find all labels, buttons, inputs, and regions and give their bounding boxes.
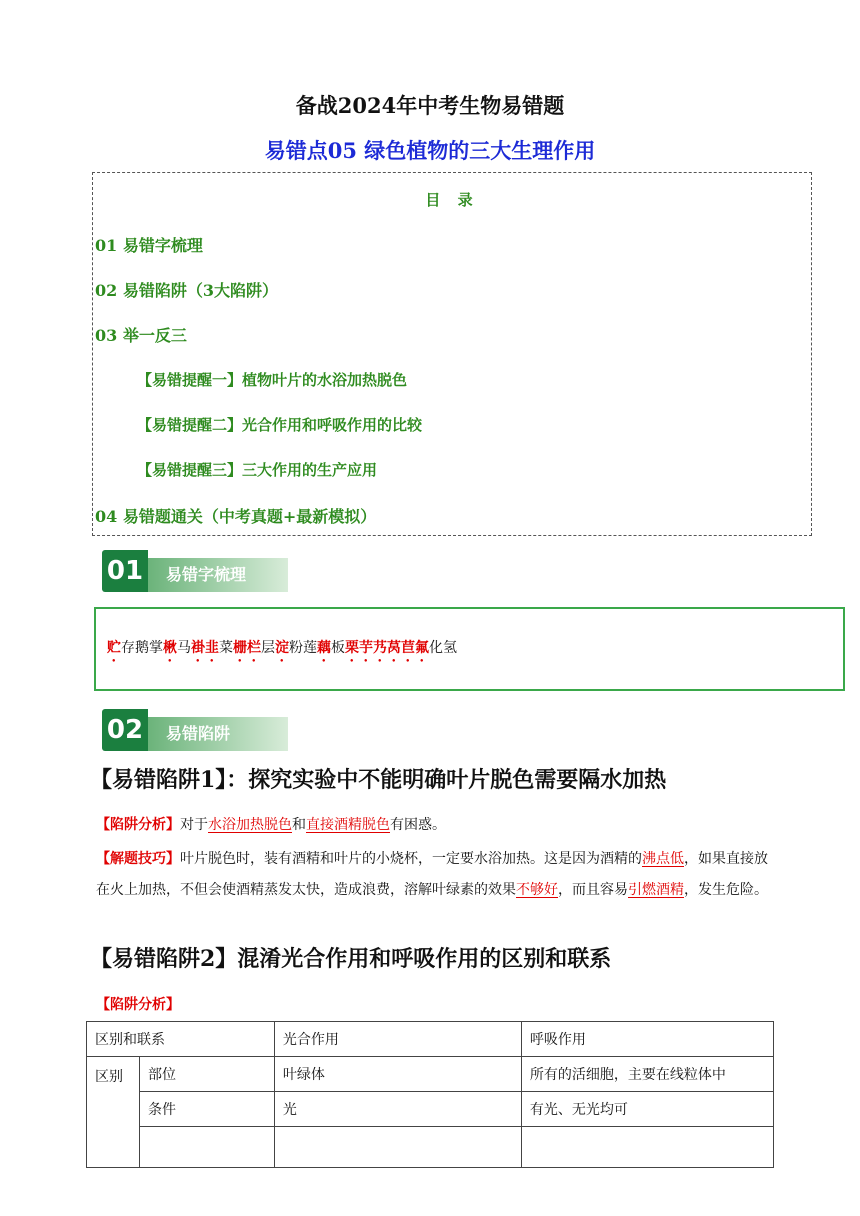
table-cell: 部位: [140, 1057, 275, 1092]
table-cell: 光: [274, 1092, 521, 1127]
error-characters-box: [94, 607, 845, 691]
table-cell: 有光、无光均可: [521, 1092, 773, 1127]
error-character: 贮: [107, 640, 121, 656]
toc-item[interactable]: 02 易错陷阱（3大陷阱）: [95, 281, 278, 300]
analysis-text: 对于: [180, 817, 208, 833]
toc-item[interactable]: 03 举一反三: [95, 326, 187, 345]
highlight-text: 直接酒精脱色: [306, 817, 390, 833]
table-row-continuation: [87, 1127, 774, 1168]
table-of-contents: [92, 172, 812, 536]
tip-text: ，发生危险。: [684, 882, 768, 898]
analysis-text: 有困惑。: [390, 817, 446, 833]
document-title: 备战2024年中考生物易错题: [295, 93, 565, 118]
toc-item[interactable]: 【易错提醒三】三大作用的生产应用: [137, 461, 378, 479]
tip-text: ，如果直接放在火上加热，不但会使酒精蒸发太快，造成浪费，溶解叶绿素的效果: [96, 851, 768, 898]
error-character: 褂韭: [191, 640, 219, 656]
table-group-cell: 区别: [87, 1057, 140, 1168]
analysis-tag: 【陷阱分析】: [96, 817, 180, 833]
table-cell: 条件: [140, 1092, 275, 1127]
highlight-text: 不够好: [516, 882, 558, 898]
table-header-cell: 区别和联系: [87, 1022, 275, 1057]
table-header-row: [87, 1022, 774, 1057]
error-character: 淀: [275, 640, 289, 656]
analysis-text: 和: [292, 817, 306, 833]
analysis-tag: 【陷阱分析】: [96, 997, 180, 1013]
table-row: [87, 1092, 774, 1127]
section-label: 易错陷阱: [148, 717, 288, 751]
toc-item[interactable]: 【易错提醒二】光合作用和呼吸作用的比较: [137, 416, 423, 434]
toc-item[interactable]: 04 易错题通关（中考真题+最新模拟）: [95, 507, 377, 526]
document-subtitle: 易错点05 绿色植物的三大生理作用: [264, 138, 596, 163]
tip-text: 叶片脱色时，装有酒精和叶片的小烧杯，一定要水浴加热。这是因为酒精的: [180, 851, 642, 867]
tip-tag: 【解题技巧】: [96, 851, 180, 867]
trap-1-heading: 【易错陷阱1】：探究实验中不能明确叶片脱色需要隔水加热: [90, 767, 667, 793]
table-cell: [140, 1127, 275, 1168]
normal-character: 存鹅掌: [121, 640, 163, 656]
table-header-cell: 光合作用: [274, 1022, 521, 1057]
trap-2-analysis-tag: [96, 994, 180, 1014]
normal-character: 菜: [219, 640, 233, 656]
error-character: 栅栏: [233, 640, 261, 656]
toc-title: 目 录: [425, 191, 479, 209]
trap-1-tip: [96, 844, 768, 906]
toc-item[interactable]: 【易错提醒一】植物叶片的水浴加热脱色: [137, 371, 408, 389]
section-number: 01: [102, 550, 148, 592]
table-row: [87, 1057, 774, 1092]
table-header-cell: 呼吸作用: [521, 1022, 773, 1057]
table-cell: 所有的活细胞，主要在线粒体中: [521, 1057, 773, 1092]
table-cell: [521, 1127, 773, 1168]
normal-character: 粉莲: [289, 640, 317, 656]
table-cell: [274, 1127, 521, 1168]
error-character: 楸: [163, 640, 177, 656]
highlight-text: 水浴加热脱色: [208, 817, 292, 833]
toc-item[interactable]: 01 易错字梳理: [95, 236, 203, 255]
error-character: 栗芋艿莴苣氟: [345, 640, 429, 656]
trap-2-heading: 【易错陷阱2】混淆光合作用和呼吸作用的区别和联系: [90, 946, 612, 972]
section-label: 易错字梳理: [148, 558, 288, 592]
normal-character: 马: [177, 640, 191, 656]
tip-text: ，而且容易: [558, 882, 628, 898]
comparison-table: [86, 1021, 774, 1168]
highlight-text: 沸点低: [642, 851, 684, 867]
normal-character: 化氢: [429, 640, 457, 656]
error-characters-line: [107, 637, 457, 665]
trap-1-analysis: [96, 810, 768, 841]
highlight-text: 引燃酒精: [628, 882, 684, 898]
table-cell: 叶绿体: [274, 1057, 521, 1092]
normal-character: 层: [261, 640, 275, 656]
error-character: 藕: [317, 640, 331, 656]
normal-character: 板: [331, 640, 345, 656]
section-number: 02: [102, 709, 148, 751]
